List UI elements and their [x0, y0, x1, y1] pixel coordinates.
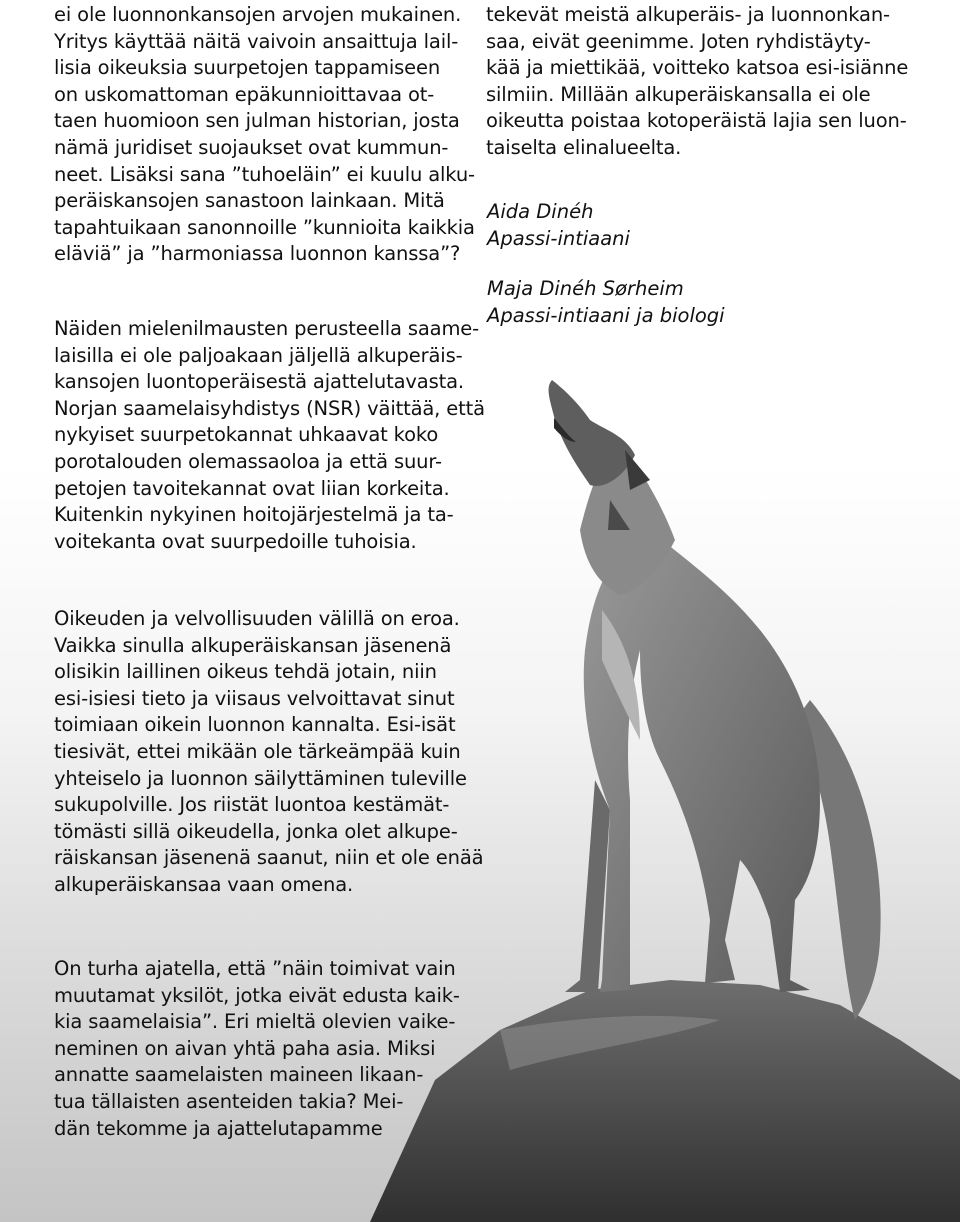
signature-name: Aida Dinéh [487, 200, 594, 223]
left-paragraph-4: On turha ajatella, että ”näin toimivat vain muutamat yksilöt, jotka eivät edusta kaik- kia saamelaisia”. Eri mieltä olevien vaike- neminen on aivan yhtä paha asia. Miksi annatte saamelaisten maineen likaan- tua tällaisten asenteiden takia? Mei- dän tekomme ja ajattelutapamme [54, 957, 460, 1140]
signature-aida [487, 199, 630, 252]
left-paragraph-1: ei ole luonnonkansojen arvojen mukainen. Yritys käyttää näitä vaivoin ansaittuja lail- lisia oikeuksia suurpetojen tappamiseen on uskomattoman epäkunnioittavaa ot- taen huomioon sen julman historian, josta nämä juridiset suojaukset ovat kummun- neet. Lisäksi sana ”tuhoeläin” ei kuulu alku- peräiskansojen sanastoon lainkaan. Mitä tapahtuikaan sanonnoille ”kunnioita kaikkia eläviä” ja ”harmoniassa luonnon kanssa”? [54, 3, 475, 266]
signature-maja [487, 276, 725, 329]
left-paragraph-3: Oikeuden ja velvollisuuden välillä on eroa. Vaikka sinulla alkuperäiskansan jäsenenä olisikin laillinen oikeus tehdä jotain, niin esi-isiesi tieto ja viisaus velvoittavat sinut toimiaan oikein luonnon kannalta. Esi-isät tiesivät, ettei mikään ole tärkeämpää kuin yhteiselo ja luonnon säilyttäminen tuleville sukupolville. Jos riistät luontoa kestämät- tömästi sillä oikeudella, jonka olet alkupe- räiskansan jäsenenä saanut, niin et ole enää alkuperäiskansaa vaan omena. [54, 607, 484, 896]
signature-title: Apassi-intiaani [487, 226, 630, 250]
left-paragraph-2: Näiden mielenilmausten perusteella saame- laisilla ei ole paljoakaan jäljellä alkuperäis- kansojen luontoperäisestä ajattelutavasta. Norjan saamelaisyhdistys (NSR) väittää, että nykyiset suurpetokannat uhkaavat koko porotalouden olemassaoloa ja että suur- petojen tavoitekannat ovat liian korkeita. Kuitenkin nykyinen hoitojärjestelmä ja ta- voitekanta ovat suurpedoille tuhoisia. [54, 317, 485, 553]
signature-name: Maja Dinéh Sørheim [487, 277, 684, 300]
signature-title: Apassi-intiaani ja biologi [487, 303, 725, 327]
right-paragraph-1: tekevät meistä alkuperäis- ja luonnonkan- saa, eivät geenimme. Joten ryhdistäyty- kää ja miettikää, voitteko katsoa esi-isiänne silmiin. Millään alkuperäiskansalla ei ole oikeutta poistaa kotoperäistä lajia sen luon- taiselta elinalueelta. [486, 3, 909, 159]
